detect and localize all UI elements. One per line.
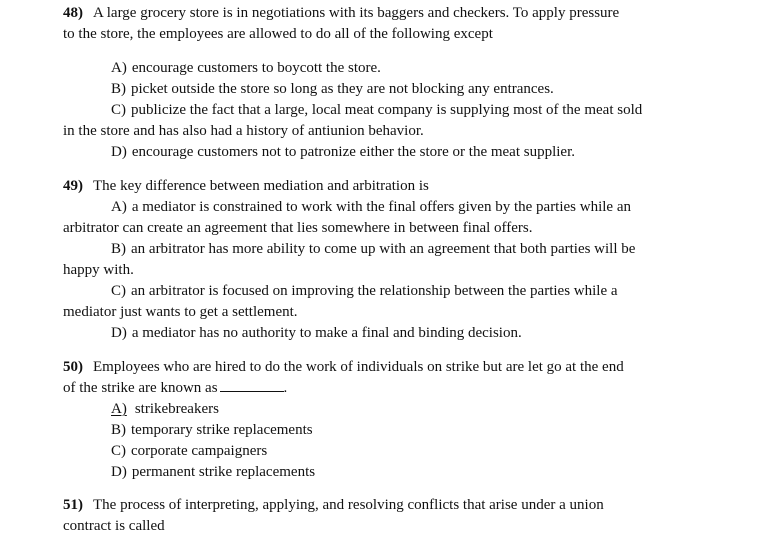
question-50-option-d[interactable] (111, 462, 315, 482)
question-number: 51) (63, 497, 83, 513)
option-text: encourage customers not to patronize either the store or the meat supplier. (131, 144, 576, 160)
option-text: strikebreakers (134, 401, 219, 417)
question-49-option-a-cont: arbitrator can create an agreement that lies somewhere in between final offers. (63, 220, 533, 236)
option-letter: D) (111, 144, 127, 160)
option-letter: B) (111, 422, 126, 438)
question-number: 48) (63, 5, 83, 21)
question-50-option-c[interactable] (111, 441, 267, 461)
answer-blank (220, 379, 284, 392)
question-48-option-c[interactable] (111, 100, 642, 120)
option-letter: A) (111, 60, 127, 76)
option-text: an arbitrator has more ability to come up with an agreement that both parties will be (131, 241, 636, 257)
question-50-option-a[interactable] (111, 399, 219, 419)
question-number: 50) (63, 359, 83, 375)
question-51-stem (63, 495, 604, 515)
option-text: a mediator has no authority to make a final and binding decision. (131, 325, 522, 341)
question-49-option-d[interactable] (111, 323, 522, 343)
option-letter-underlined (111, 401, 135, 417)
question-48-option-b[interactable] (111, 79, 554, 99)
question-49-option-c-cont: mediator just wants to get a settlement. (63, 304, 298, 320)
question-48-option-c-cont: in the store and has also had a history of antiunion behavior. (63, 123, 424, 139)
option-letter: D) (111, 464, 127, 480)
question-49-option-b-cont: happy with. (63, 262, 134, 278)
question-number: 49) (63, 178, 83, 194)
question-48-stem (63, 3, 619, 23)
option-letter: A) (111, 401, 127, 417)
question-48-option-a[interactable] (111, 58, 381, 78)
question-stem-text: The key difference between mediation and arbitration is (93, 178, 429, 194)
option-letter: C) (111, 102, 126, 118)
question-51-stem-cont: contract is called (63, 518, 165, 534)
question-stem-text: A large grocery store is in negotiations with its baggers and checkers. To apply pressure (93, 5, 620, 21)
stem-period: . (283, 380, 288, 396)
option-text: picket outside the store so long as they are not blocking any entrances. (131, 81, 554, 97)
option-text: corporate campaigners (131, 443, 268, 459)
option-letter: C) (111, 443, 126, 459)
option-text: an arbitrator is focused on improving the relationship between the parties while a (131, 283, 618, 299)
question-49-option-b[interactable] (111, 239, 635, 259)
question-49-option-c[interactable] (111, 281, 618, 301)
question-stem-text: The process of interpreting, applying, and resolving conflicts that arise under a union (93, 497, 604, 513)
question-49-stem (63, 176, 429, 196)
question-stem-text: of the strike are known as (63, 380, 218, 396)
option-letter: A) (111, 199, 127, 215)
option-letter: B) (111, 81, 126, 97)
question-50-stem (63, 357, 624, 377)
question-48-option-d[interactable] (111, 142, 575, 162)
question-stem-text: Employees who are hired to do the work of individuals on strike but are let go at the end (93, 359, 624, 375)
question-50-stem-cont (63, 378, 287, 398)
option-letter: B) (111, 241, 126, 257)
option-text: a mediator is constrained to work with the final offers given by the parties while an (131, 199, 631, 215)
question-50-option-b[interactable] (111, 420, 313, 440)
question-49-option-a[interactable] (111, 197, 631, 217)
question-48-stem-cont: to the store, the employees are allowed to do all of the following except (63, 26, 493, 42)
option-text: publicize the fact that a large, local meat company is supplying most of the meat sold (131, 102, 643, 118)
option-letter: C) (111, 283, 126, 299)
option-letter: D) (111, 325, 127, 341)
option-text: encourage customers to boycott the store. (131, 60, 381, 76)
option-text: permanent strike replacements (131, 464, 316, 480)
option-text: temporary strike replacements (131, 422, 313, 438)
